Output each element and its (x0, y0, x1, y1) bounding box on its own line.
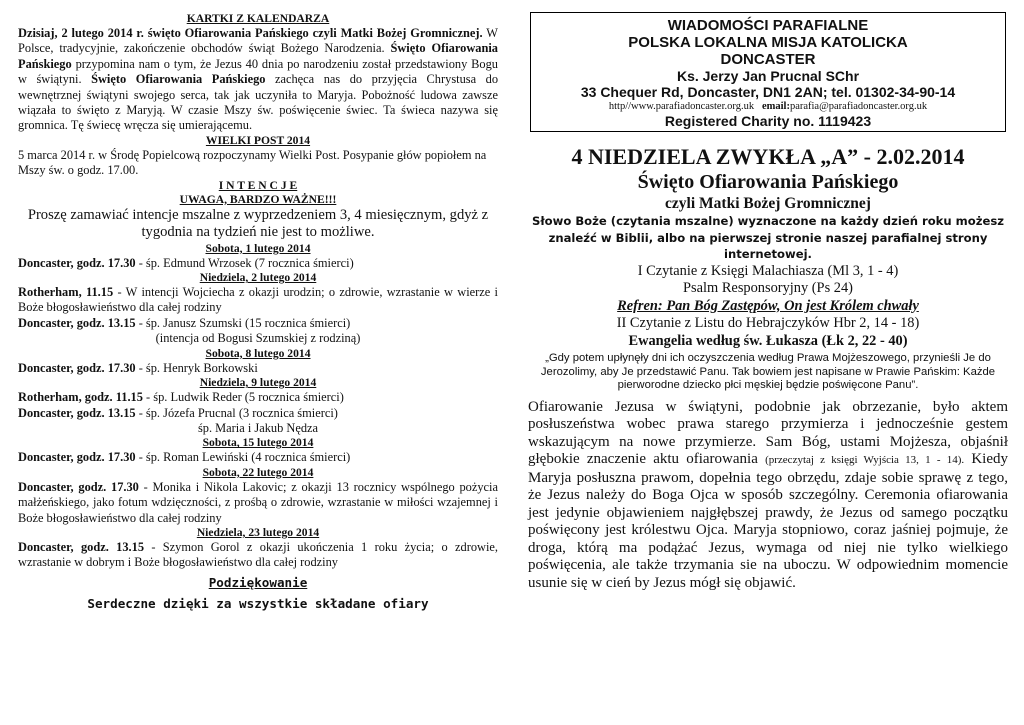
kartki-p3: zachęca nas do przyjęcia Chrystusa do wewnętrznej świątyni swojego serca, tak jak uczyniła to Maryja. Pobożność ludowa zawsze wiązała to święto z Maryją. W czasie Mszy św. poświęcenie świec. Ta świeca nazywa się gromnica. Tę świecę wręcza się umierającemu. (18, 72, 499, 133)
day-heading: Niedziela, 2 lutego 2014 (199, 271, 317, 285)
main-title: 4 NIEDZIELA ZWYKŁA „A” - 2.02.2014 (571, 144, 965, 169)
intention-place: Doncaster, godz. 17.30 (18, 255, 136, 270)
uwaga-text: Proszę zamawiać intencje mszalne z wyprzedzeniem 3, 4 miesięcznym, gdyż z tygodnia na tydzień nie jest to możliwe. (27, 206, 489, 241)
thanks-text: Serdeczne dzięki za wszystkie składane ofiary (87, 596, 429, 612)
intention-text: - śp. Janusz Szumski (15 rocznica śmierci) (135, 315, 351, 330)
kartki-p1: W Polsce, tradycyjnie, zakończenie obchodów świąt Bożego Narodzenia. (18, 26, 499, 56)
reflection-text (528, 399, 1008, 593)
kartki-bold2: Święto Ofiarowania Pańskiego (18, 41, 498, 71)
intention-place: Doncaster, godz. 13.15 (18, 315, 136, 330)
gospel: Ewangelia według św. Łukasza (Łk 2, 22 - 40) (628, 332, 908, 349)
intention-place: Rotherham, godz. 11.15 (18, 390, 143, 405)
intention-place: Doncaster, godz. 17.30 (18, 479, 139, 494)
reading-2: II Czytanie z Listu do Hebrajczyków Hbr 2, 14 - 18) (616, 315, 920, 331)
kartki-heading: KARTKI Z KALENDARZA (186, 12, 330, 25)
day-heading: Niedziela, 9 lutego 2014 (199, 376, 317, 390)
reflection-reference: (przeczytaj z księgi Wyjścia 13, 1 - 14). (765, 454, 965, 467)
gospel-quote: „Gdy potem upłynęły dni ich oczyszczenia według Prawa Mojżeszowego, przynieśli Je do Jerozolimy, aby Je przedstawić Panu. Tak bowiem jest napisane w Prawie Pańskim: Każde pierworodne dziecko płci męskiej będzie poświęcone Panu”. (540, 352, 996, 392)
post-heading: WIELKI POST 2014 (205, 133, 311, 147)
kartki-bold3: Święto Ofiarowania Pańskiego (91, 72, 266, 87)
website-link[interactable]: http//www.parafiadoncaster.org.uk (608, 101, 755, 112)
intention-place: Doncaster, godz. 13.15 (18, 539, 145, 554)
thanks-heading: Podziękowanie (208, 574, 308, 590)
box-priest: Ks. Jerzy Jan Prucnal SChr (676, 68, 860, 84)
intention-extra: (intencja od Bogusi Szumskiej z rodziną) (155, 331, 361, 346)
intention-text: - Szymon Gorol z okazji ukończenia 1 roku życia; o zdrowie, wzrastanie w dobrym i Boże błogosławieństwo dla całej rodziny (18, 539, 498, 570)
psalm: Psalm Responsoryjny (Ps 24) (683, 280, 853, 296)
intention-text: - Monika i Nikola Lakovic; z okazji 13 rocznicy wspólnego pożycia małżeńskiego, jako fotum wdzięczności, z prośbą o zdrowie, wzrastanie w miłości wzajemnej i Boże błogosławieństwo dla całej rodziny (18, 479, 498, 525)
reflection-part-a: Ofiarowanie Jezusa w świątyni, podobnie jak obrzezanie, było aktem posłuszeństwa wobec prawa starego przymierza i jednocześnie gestem wskazującym na nowe przymierze. Sam Bóg, ustami Mojżesza, objaśnił głębokie znaczenie aktu ofiarowania (528, 398, 1008, 468)
day-heading: Sobota, 1 lutego 2014 (205, 241, 311, 255)
parish-header-box (530, 12, 1006, 132)
intention-entry (18, 406, 498, 421)
intention-text: - śp. Ludwik Reder (5 rocznica śmierci) (142, 390, 344, 405)
day-heading: Sobota, 8 lutego 2014 (205, 346, 311, 360)
intention-extra: śp. Maria i Jakub Nędza (197, 420, 319, 435)
intention-place: Doncaster, godz. 13.15 (18, 405, 136, 420)
intention-place: Doncaster, godz. 17.30 (18, 450, 136, 465)
intention-entry (18, 316, 498, 331)
day-heading: Niedziela, 23 lutego 2014 (196, 525, 320, 539)
right-column (528, 12, 1008, 592)
readings-notice: Słowo Boże (czytania mszalne) wyznaczone na każdy dzień roku możesz znaleźć w Biblii, albo na pierwszej stronie naszej parafialnej strony internetowej. (532, 214, 1004, 261)
intencje-heading: I N T E N C J E (218, 178, 298, 192)
email-label: email: (761, 101, 790, 112)
intention-place: Rotherham, 11.15 (18, 285, 114, 300)
reading-1: I Czytanie z Księgi Malachiasza (Ml 3, 1 - 4) (637, 262, 899, 279)
box-charity: Registered Charity no. 1119423 (664, 113, 872, 129)
feast-title: Święto Ofiarowania Pańskiego (637, 171, 899, 193)
left-column (18, 12, 498, 612)
refren: Refren: Pan Bóg Zastępów, On jest Królem chwały (617, 297, 919, 314)
box-line3: DONCASTER (720, 51, 816, 68)
feast-subtitle: czyli Matki Bożej Gromnicznej (665, 195, 871, 212)
kartki-lead: Dzisiaj, 2 lutego 2014 r. święto Ofiarowania Pańskiego czyli Matki Bożej Gromnicznej. (18, 26, 483, 40)
kartki-text (18, 26, 498, 134)
email-link[interactable]: parafia@parafiadoncaster.org.uk (789, 101, 928, 112)
reflection-part-b: Kiedy Maryja posłuszna prawom, dopełnia tego obrzędu, zdaje sobie sprawę z tego, że Jezus należy do Boga Ojca w sposób szczególny. Ceremonia ofiarowania jest jedynie objawieniem najgłębszej prawdy, że Jezus od samego początku poświęcony jest królestwu Ojca. Maryja stopniowo, coraz jaśniej pojmuje, że droga, którą ma podążać Jezus, wymaga od niej nie tylko wielkiego poświęcenia, ale także trzymania sie na uboczu. W odpowiednim momencie usunie się w cień by Jezus mógł się objawić. (528, 451, 1008, 591)
intentions-list (18, 242, 498, 571)
box-line1: WIADOMOŚCI PARAFIALNE (667, 17, 869, 34)
day-heading: Sobota, 15 lutego 2014 (202, 436, 314, 450)
intention-text: - śp. Edmund Wrzosek (7 rocznica śmierci) (135, 255, 354, 270)
intention-text: - śp. Józefa Prucnal (3 rocznica śmierci) (135, 405, 338, 420)
day-heading: Sobota, 22 lutego 2014 (202, 465, 314, 479)
intention-text: - śp. Roman Lewiński (4 rocznica śmierci) (135, 450, 351, 465)
intention-entry (18, 390, 498, 405)
intention-text: - śp. Henryk Borkowski (135, 360, 258, 375)
intention-place: Doncaster, godz. 17.30 (18, 360, 136, 375)
intention-entry (18, 361, 498, 376)
uwaga-heading: UWAGA, BARDZO WAŻNE!!! (179, 192, 337, 206)
intention-entry (18, 285, 498, 316)
box-address: 33 Chequer Rd, Doncaster, DN1 2AN; tel. 01302-34-90-14 (580, 84, 956, 100)
box-contact (535, 100, 1001, 113)
intention-entry (18, 540, 498, 571)
intention-entry (18, 256, 498, 271)
post-text: 5 marca 2014 r. w Środę Popielcową rozpoczynamy Wielki Post. Posypanie głów popiołem na Mszy św. o godz. 17.00. (18, 147, 487, 178)
intention-entry (18, 480, 498, 526)
intention-entry (18, 450, 498, 465)
box-line2: POLSKA LOKALNA MISJA KATOLICKA (628, 34, 908, 51)
kartki-p2: przypomina nam o tym, że Jezus 40 dnia po narodzeniu został przedstawiony Bogu w świątyni. (18, 56, 498, 87)
intention-text: - W intencji Wojciecha z okazji urodzin; o zdrowie, wzrastanie w wierze i Boże błogosławieństwo dla całej rodziny (18, 285, 498, 315)
